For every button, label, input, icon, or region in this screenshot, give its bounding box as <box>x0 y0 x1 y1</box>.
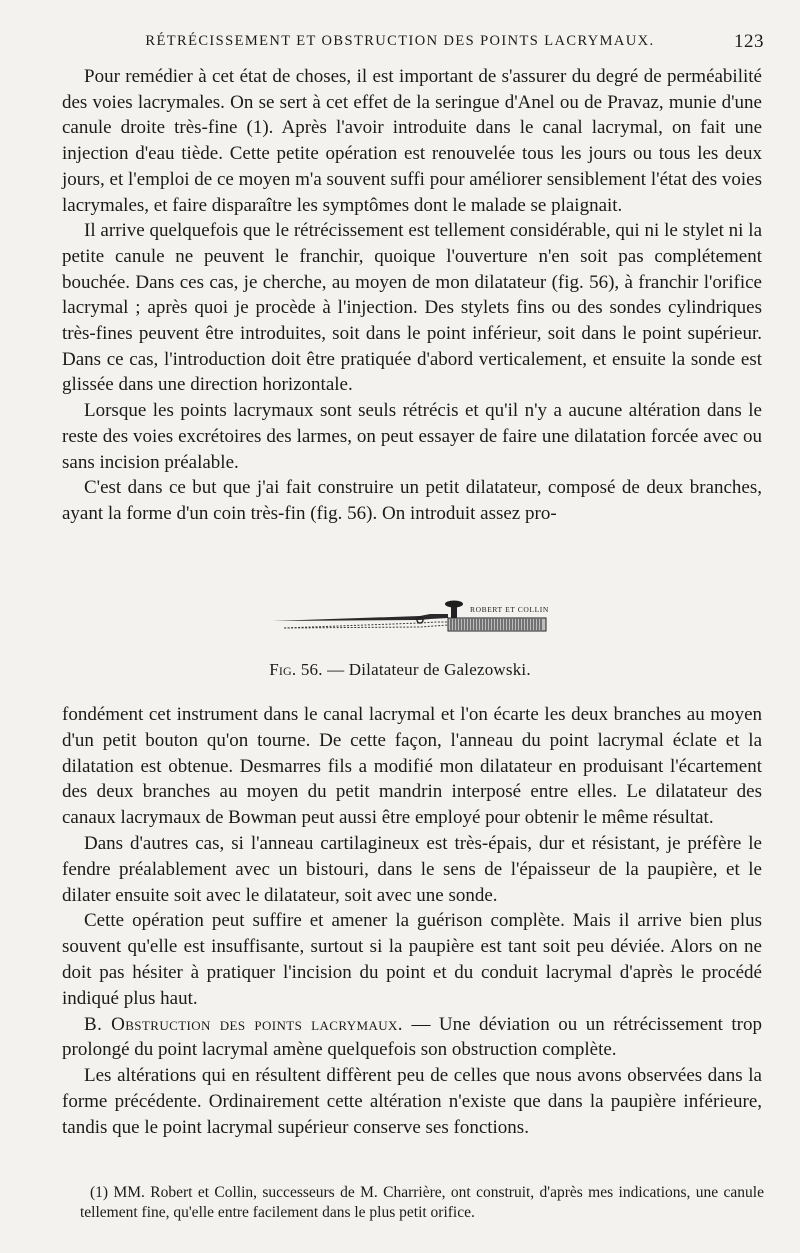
section-b-text: — Une déviation ou un rétrécissement trop prolongé du point lacrymal amène quelquefois son obstruction complète. <box>62 1013 763 1061</box>
body-text-top <box>62 64 762 527</box>
engraving-text: ROBERT ET COLLIN <box>470 605 549 614</box>
body-text-bottom <box>62 702 762 1141</box>
figure-caption <box>0 660 800 680</box>
page-number: 123 <box>734 31 764 52</box>
footnote-text: MM. Robert et Collin, successeurs de M. Charrière, ont construit, d'après mes indications, une canule tellement fine, qu'elle entre facilement dans le plus petit orifice. <box>80 1184 764 1221</box>
running-title: RÉTRÉCISSEMENT ET OBSTRUCTION DES POINTS LACRYMAUX. <box>145 33 655 49</box>
footnote-marker: (1) <box>90 1184 109 1201</box>
footnote <box>80 1183 764 1223</box>
paragraph: fondément cet instrument dans le canal lacrymal et l'on écarte les deux branches au moyen d'un petit bouton qu'on tourne. De cette façon, l'anneau du point lacrymal éclate et la dilatation est obtenue. Desmarres fils a modifié mon dilatateur en produisant l'écartement des deux branches au moyen du petit mandrin interposé entre elles. Le dilatateur des canaux lacrymaux de Bowman peut aussi être employé pour obtenir le même résultat. <box>62 704 762 829</box>
page-header <box>0 33 800 55</box>
paragraph: Il arrive quelquefois que le rétrécissement est tellement considérable, qui ni le stylet ni la petite canule ne peuvent le franchir, quoique l'ouverture n'en soit pas complétement bouchée. Dans ces cas, je cherche, au moyen de mon dilatateur (fig. 56), à franchir l'orifice lacrymal ; après quoi je procède à l'injection. Des stylets fins ou des sondes cylindriques très-fines peuvent être introduites, soit dans le point inférieur, soit dans le point supérieur. Dans ce cas, l'introduction doit être pratiquée d'abord verticalement, et ensuite la sonde est glissée dans une direction horizontale. <box>62 220 762 396</box>
figure-caption-text: — Dilatateur de Galezowski. <box>322 660 531 679</box>
dilator-illustration <box>270 598 560 650</box>
paragraph: C'est dans ce but que j'ai fait construire un petit dilatateur, composé de deux branches, ayant la forme d'un coin très-fin (fig. 56). On introduit assez pro- <box>62 477 762 524</box>
paragraph: Lorsque les points lacrymaux sont seuls rétrécis et qu'il n'y a aucune altération dans le reste des voies excrétoires des larmes, on peut essayer de faire une dilatation forcée avec ou sans incision préalable. <box>62 400 762 473</box>
paragraph: Pour remédier à cet état de choses, il est important de s'assurer du degré de perméabilité des voies lacrymales. On se sert à cet effet de la seringue d'Anel ou de Pravaz, munie d'une canule droite très-fine (1). Après l'avoir introduite dans le canal lacrymal, on fait une injection d'eau tiède. Cette petite opération est renouvelée tous les jours ou tous les deux jours, et l'emploi de ce moyen m'a souvent suffi pour améliorer sensiblement l'état des voies lacrymales, et faire disparaître les symptômes dont le malade se plaignait. <box>62 66 762 216</box>
figure-label: Fig. 56. <box>269 660 323 679</box>
section-b-paragraph <box>62 1012 762 1064</box>
section-b-heading: B. Obstruction des points lacrymaux. <box>84 1013 403 1035</box>
dilator-figure <box>270 598 560 650</box>
paragraph: Les altérations qui en résultent diffèrent peu de celles que nous avons observées dans la forme précédente. Ordinairement cette altération n'existe que dans la paupière inférieure, tandis que le point lacrymal supérieur conserve ses fonctions. <box>62 1065 762 1138</box>
paragraph: Dans d'autres cas, si l'anneau cartilagineux est très-épais, dur et résistant, je préfère le fendre préalablement avec un bistouri, dans le sens de l'épaisseur de la paupière, et le dilater ensuite soit avec le dilatateur, soit avec une sonde. <box>62 832 762 906</box>
paragraph: Cette opération peut suffire et amener la guérison complète. Mais il arrive bien plus souvent qu'elle est insuffisante, surtout si la paupière est tant soit peu déviée. Alors on ne doit pas hésiter à pratiquer l'incision du point et du conduit lacrymal d'après le procédé indiqué plus haut. <box>62 910 762 1009</box>
